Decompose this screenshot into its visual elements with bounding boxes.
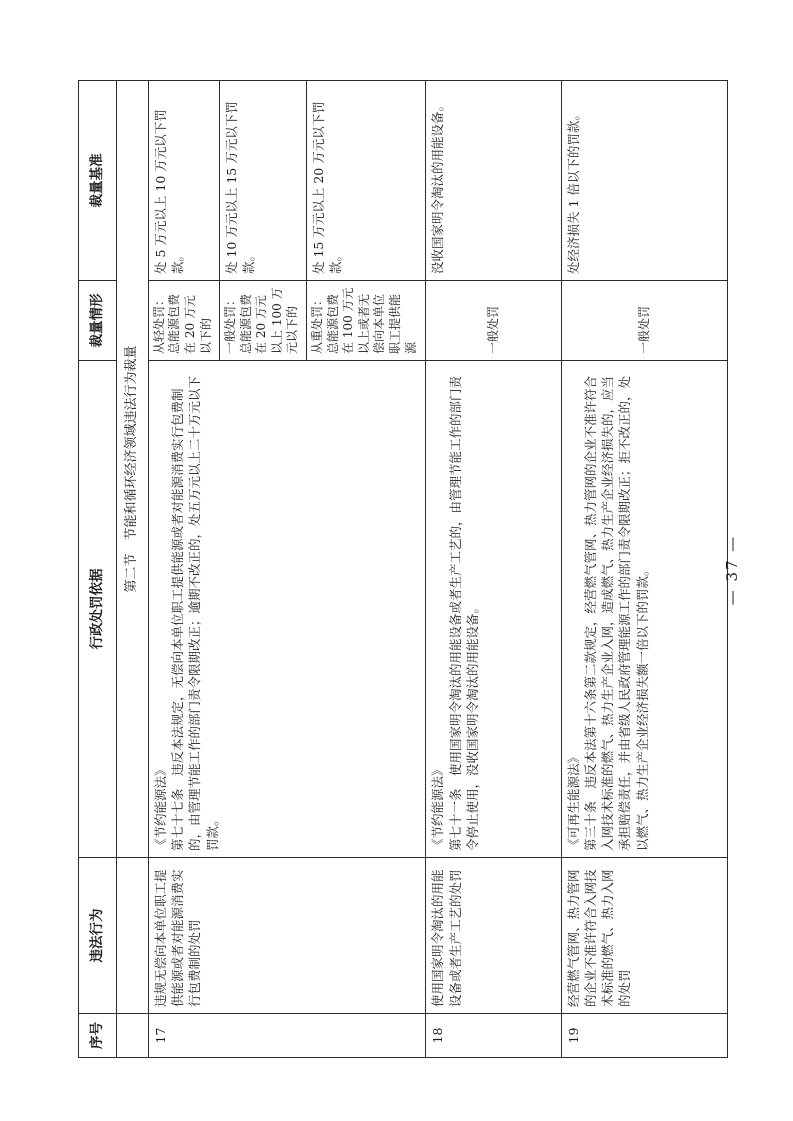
section-blank-cell [116, 858, 148, 1014]
violation-act: 违规无偿向本单位职工提供能源或者对能源消费实行包费制的处罚 [148, 858, 426, 1014]
penalty-basis [426, 361, 561, 858]
header-standard: 裁量基准 [79, 81, 117, 281]
table-row [426, 81, 561, 1058]
basis-article: 第三十条 违反本法第十六条第二款规定，经营燃气管网、热力管网的企业不准许符合入网技术标准的燃气、热力生产企业入网，造成燃气、热力生产企业经济损失的，应当承担赔偿责任，并由省级人民政府管理能源工作的部门责令限期改正；拒不改正的，处以燃气、热力生产企业经济损失额一倍以下的罚款。 [582, 375, 650, 851]
header-seq: 序号 [79, 1014, 117, 1058]
standard-light: 处 5 万元以上 10 万元以下罚款。 [148, 81, 219, 281]
page-number: — 37 — [723, 534, 741, 606]
situation-normal: 一般处罚 [561, 281, 727, 361]
violation-act: 经营燃气管网、热力管网的企业不准许符合入网技术标准的燃气、热力入网的处罚 [561, 858, 727, 1014]
standard-normal: 没收国家明令淘汰的用能设备。 [426, 81, 561, 281]
basis-law-title: 《可再生能源法》 [565, 750, 581, 851]
basis-law-title: 《节约能源法》 [430, 763, 446, 851]
situation-light: 从轻处罚：总能源包费在 20 万元以下的 [148, 281, 219, 361]
situation-heavy: 从重处罚：总能源包费在 100 万元以上或者无偿向本单位职工提供能源 [307, 281, 426, 361]
penalty-table [78, 80, 728, 1058]
penalty-basis [561, 361, 727, 858]
penalty-basis [148, 361, 426, 858]
situation-normal: 一般处罚 [426, 281, 561, 361]
basis-law-title: 《节约能源法》 [152, 763, 168, 851]
row-number: 18 [426, 1014, 561, 1058]
row-number: 17 [148, 1014, 426, 1058]
table-row [148, 81, 219, 1058]
violation-act: 使用国家明令淘汰的用能设备或者生产工艺的处罚 [426, 858, 561, 1014]
basis-article: 第七十一条 使用国家明令淘汰的用能设备或者生产工艺的，由管理节能工作的部门责令停止使用，没收国家明令淘汰的用能设备。 [447, 375, 480, 851]
standard-normal: 处 10 万元以上 15 万元以下罚款。 [219, 81, 306, 281]
standard-heavy: 处 15 万元以上 20 万元以下罚款。 [307, 81, 426, 281]
basis-article: 第七十七条 违反本法规定，无偿向本单位职工提供能源或者对能源消费实行包费制的，由管理节能工作的部门责令限期改正；逾期不改正的，处五万元以上二十万元以下罚款。 [170, 375, 220, 851]
rotated-page [78, 81, 728, 1058]
section-title: 第二节 节能和循环经济领域违法行为裁量 [116, 81, 148, 858]
row-number: 19 [561, 1014, 727, 1058]
section-row [116, 81, 148, 1058]
standard-normal: 处经济损失 1 倍以下的罚款。 [561, 81, 727, 281]
header-row [79, 81, 117, 1058]
header-basis: 行政处罚依据 [79, 361, 117, 858]
section-blank-cell [116, 1014, 148, 1058]
header-situation: 裁量情形 [79, 281, 117, 361]
header-act: 违法行为 [79, 858, 117, 1014]
situation-normal: 一般处罚：总能源包费在 20 万元以上 100 万元以下的 [219, 281, 306, 361]
